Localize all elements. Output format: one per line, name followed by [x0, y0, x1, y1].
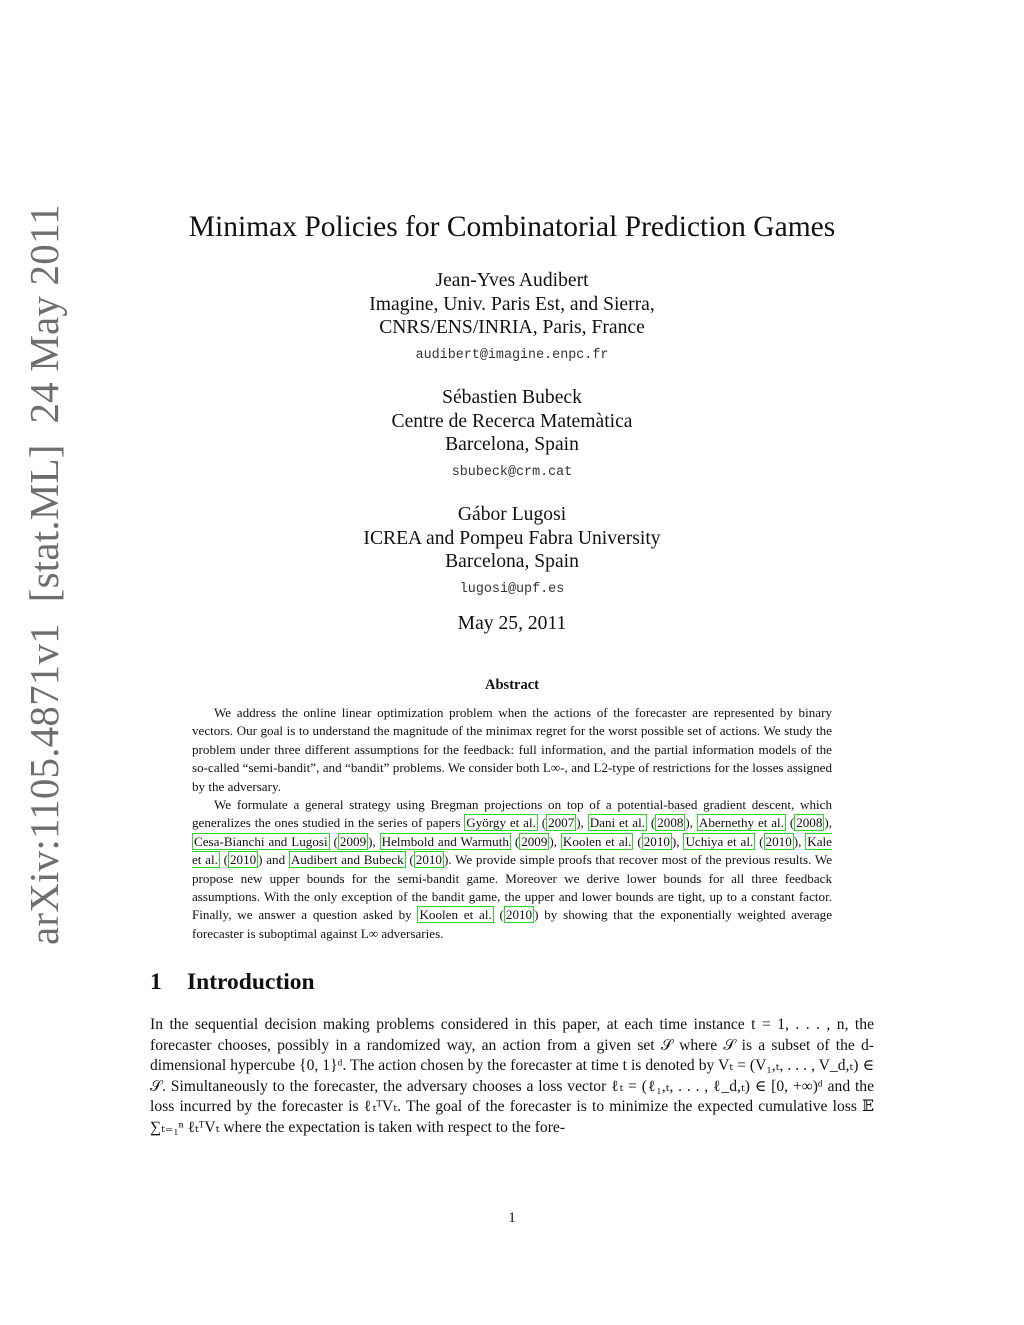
author-email: sbubeck@crm.cat — [451, 464, 573, 480]
author-name: Sébastien Bubeck — [442, 387, 582, 408]
introduction-body — [150, 1015, 874, 1138]
abstract-body — [192, 704, 832, 943]
author-email: lugosi@upf.es — [459, 581, 565, 597]
citation-link[interactable]: Uchiya et al. — [685, 833, 754, 849]
author-block-1 — [0, 269, 1024, 367]
arxiv-category: [stat.ML] — [21, 444, 67, 603]
citation-year-link[interactable]: 2010 — [415, 852, 442, 868]
citation-year-link[interactable]: 2010 — [643, 833, 670, 849]
abstract-paragraph-2: We formulate a general strategy using Bregman projections on top of a potential-based gradient descent, which generalizes the ones studied in the series of papers György et al. ( 2007 ), Dani et al. ( 2008 ), Abernethy et al. ( 2008 ), Cesa-Bianchi and Lugosi ( 2009 ), Helmbold and Warmuth ( 2009 ), Koolen et al. ( 2010 ), Uchiya et al. ( 2010 ), Kale et al. ( 2010 ) and Audibert and Bubeck ( 2010 ). We provide simple proofs that recover most of the previous results. We propose new upper bounds for the semi-bandit game. Moreover we derive lower bounds for all three feedback assumptions. With the only exception of the bandit game, the upper and lower bounds are tight, up to a constant factor. Finally, we answer a question asked by Koolen et al. ( 2010 ) by showing that the exponentially weighted average forecaster is suboptimal against L∞ adversaries. — [192, 797, 833, 941]
citation-year-link[interactable]: 2010 — [229, 852, 257, 868]
citation-link[interactable]: Cesa-Bianchi and Lugosi — [194, 833, 328, 849]
author-affiliation: Centre de Recerca Matemàtica — [391, 410, 633, 432]
citation-link[interactable]: Koolen et al. — [419, 907, 492, 923]
author-email: audibert@imagine.enpc.fr — [415, 347, 609, 363]
section-heading — [150, 969, 315, 996]
author-block-2 — [0, 386, 1024, 484]
citation-link[interactable]: Abernethy et al. — [698, 815, 784, 831]
author-affiliation: Barcelona, Spain — [445, 551, 579, 572]
abstract-text: We formulate a general strategy using Bregman projections on top of a potential-based gradient descent, which generalizes the ones studied in the series of papers — [192, 797, 832, 831]
author-name: Jean-Yves Audibert — [435, 270, 589, 291]
author-block-3 — [0, 503, 1024, 601]
citation-year-link[interactable]: 2009 — [521, 833, 548, 849]
abstract-text: by showing that the exponentially weighted average forecaster is suboptimal against L∞ adversaries. — [192, 907, 833, 941]
citation-year-link[interactable]: 2009 — [339, 833, 367, 849]
section-title: Introduction — [187, 969, 315, 995]
abstract-heading: Abstract — [485, 677, 539, 693]
author-name: Gábor Lugosi — [457, 504, 567, 525]
page-number: 1 — [508, 1210, 516, 1226]
author-affiliation: Imagine, Univ. Paris Est, and Sierra, — [369, 293, 655, 315]
citation-link[interactable]: Dani et al. — [589, 815, 646, 831]
citation-link[interactable]: Audibert and Bubeck — [290, 852, 404, 868]
citation-link[interactable]: György et al. — [466, 815, 536, 831]
paper-title: Minimax Policies for Combinatorial Prediction Games — [188, 211, 836, 243]
paper-date: May 25, 2011 — [457, 613, 567, 634]
section-number: 1 — [150, 969, 162, 995]
citation-year-link[interactable]: 2008 — [657, 815, 684, 831]
citation-year-link[interactable]: 2007 — [548, 815, 575, 831]
citation-year-link[interactable]: 2010 — [505, 907, 533, 923]
abstract-text: . We provide simple proofs that recover most of the previous results. We propose new upper bounds for the semi-bandit game. Moreover we derive lower bounds for all three feedback assumptions. With the only exception of the bandit game, the upper and lower bounds are tight, up to a constant factor. Finally, we answer a question asked by — [192, 852, 833, 923]
arxiv-date: 24 May 2011 — [21, 204, 67, 424]
author-affiliation: CNRS/ENS/INRIA, Paris, France — [379, 317, 645, 338]
author-affiliation: ICREA and Pompeu Fabra University — [363, 527, 661, 549]
citation-link[interactable]: Helmbold and Warmuth — [381, 833, 509, 849]
arxiv-id: arXiv:1105.4871v1 — [21, 623, 67, 945]
author-affiliation: Barcelona, Spain — [445, 434, 579, 455]
citation-link[interactable]: Koolen et al. — [562, 833, 632, 849]
citation-link[interactable]: Kale et al. — [192, 833, 832, 868]
citation-year-link[interactable]: 2010 — [765, 833, 792, 849]
citation-year-link[interactable]: 2008 — [796, 815, 823, 831]
intro-paragraph: In the sequential decision making problems considered in this paper, at each time instance t = 1, . . . , n, the forecaster chooses, possibly in a randomized way, an action from a given set 𝒮 where 𝒮 is a subset of the d-dimensional hypercube {0, 1}ᵈ. The action chosen by the forecaster at time t is denoted by Vₜ = (V₁,ₜ, . . . , V_d,ₜ) ∈ 𝒮. Simultaneously to the forecaster, the adversary chooses a loss vector ℓₜ = (ℓ₁,ₜ, . . . , ℓ_d,ₜ) ∈ [0, +∞)ᵈ and the loss incurred by the forecaster is ℓₜᵀVₜ. The goal of the forecaster is to minimize the expected cumulative loss 𝔼 ∑ₜ₌₁ⁿ ℓₜᵀVₜ where the expectation is taken with respect to the fore- — [150, 1016, 874, 1136]
abstract-paragraph-1: We address the online linear optimization problem when the actions of the forecaster are represented by binary vectors. Our goal is to understand the magnitude of the minimax regret for the worst possible set of actions. We study the problem under three different assumptions for the feedback: full information, and the partial information models of the so-called “semi-bandit”, and “bandit” problems. We consider both L∞-, and L2-type of restrictions for the losses assigned by the adversary. — [192, 705, 832, 794]
